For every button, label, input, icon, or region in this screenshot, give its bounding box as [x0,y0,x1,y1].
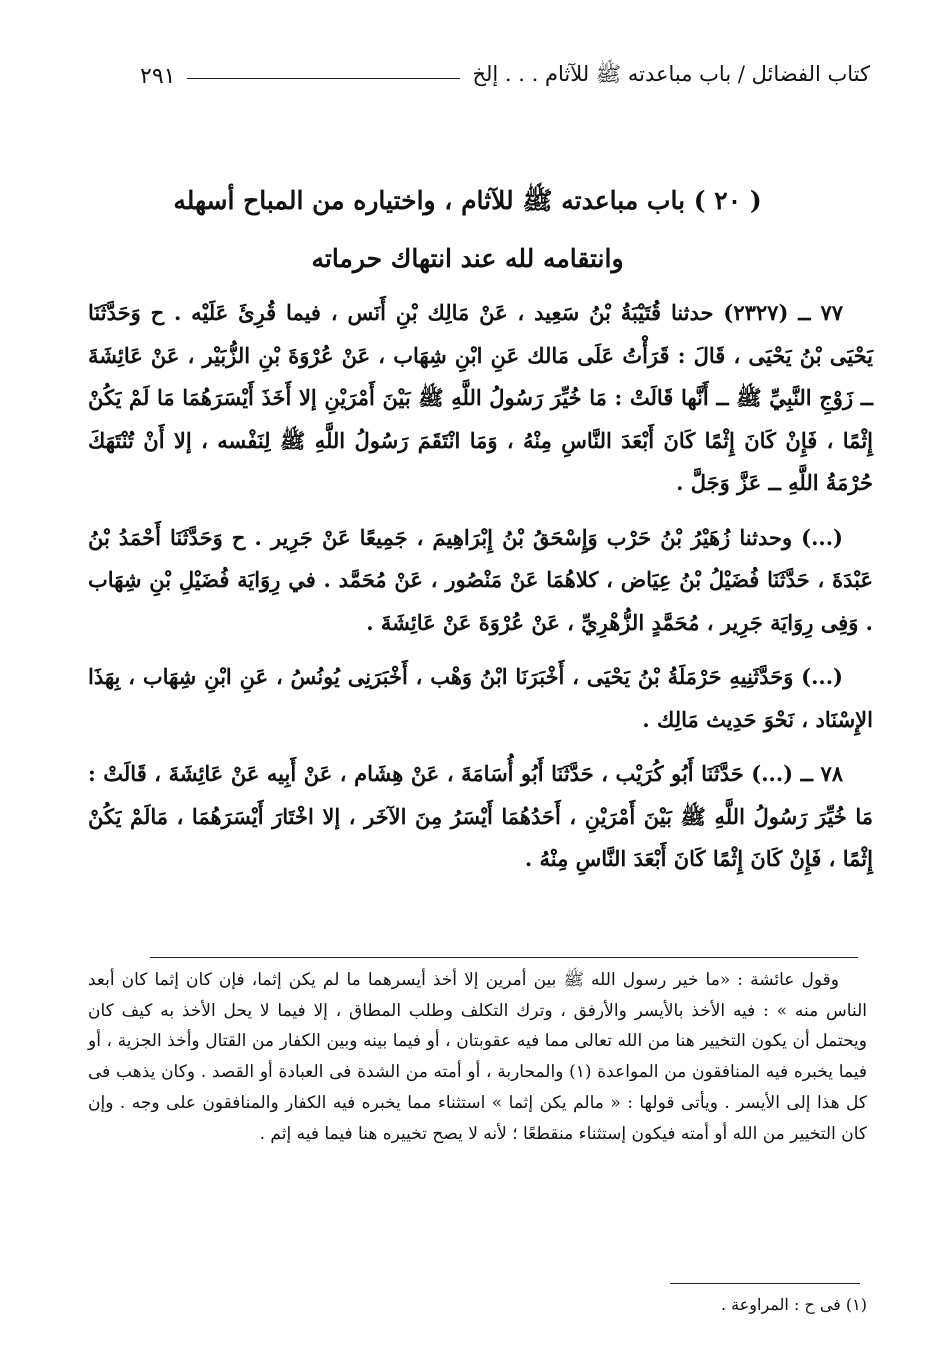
header-rule [187,78,460,79]
page-number: ٢٩١ [140,63,176,89]
chapter-heading [80,172,855,288]
hadith-paragraph-78: ٧٨ ــ (...) حَدَّثَنَا أَبُو كُرَيْب ، حَدَّثَنَا أَبُو أُسَامَةَ ، عَنْ هِشَام ، عَنْ أَبِيه عَنْ عَائِشَةَ ، قَالَتْ : مَا خُيِّرَ رَسُولُ اللَّهِ ﷺ بَيْنَ أَمْرَيْنِ ، أَحَدُهُمَا أَيْسَرُ مِنَ الآخَر ، إلا اخْتَارَ أَيْسَرَهُمَا ، مَالَمْ يَكُنْ إِثْمًا ، فَإِنْ كَانَ إِثْمًا كَانَ أَبْعَدَ النَّاسِ مِنْهُ . [88,761,873,871]
hadith-paragraph-77: ٧٧ ــ (٢٣٢٧) حدثنا قُتَيْبَةُ بْنُ سَعِيد ، عَنْ مَالِك بْنِ أَنَس ، فيما قُرِئَ عَلَيْه . ح وَحَدَّثَنَا يَحْيَى بْنُ يَحْيَى ، قَالَ : قَرَأْتُ عَلَى مَالك عَنِ ابْنِ شِهَاب ، عَنْ عُرْوَةَ بْنِ الزُّبَيْر ، عَنْ عَائِشَةَ ــ زَوْجِ النَّبِيِّ ﷺ ــ أَنَّها قَالَتْ : مَا خُيِّرَ رَسُولُ اللَّهِ ﷺ بَيْنَ أَمْرَيْنِ إلا أَخَذَ أَيْسَرَهُمَا مَا لَمْ يَكُنْ إِثْمًا ، فَإِنْ كَانَ إِثْمًا كَانَ أَبْعَدَ النَّاسِ مِنْهُ ، وَمَا انْتَقَمَ رَسُولُ اللَّهِ ﷺ لِنَفْسه ، إلا أَنْ تُنْتَهَكَ حُرْمَةُ اللَّهِ ــ عَزَّ وَجَلَّ . [88,300,873,495]
commentary-divider [150,957,858,958]
hadith-text [88,292,873,893]
hadith-paragraph-jarir: (...) وحدثنا زُهَيْرُ بْنُ حَرْب وَإِسْحَقُ بْنُ إِبْرَاهِيمَ ، جَمِيعًا عَنْ جَرِير . ح وَحَدَّثَنَا أَحْمَدُ بْنُ عَبْدَةَ ، حَدَّثَنَا فُضَيْلُ بْنُ عِيَاض ، كلاهُمَا عَنْ مَنْصُور ، عَنْ مُحَمَّد . في رِوَايَة فُضَيْلِ بْنِ شِهَاب . وَفِى رِوَايَة جَرِير ، مُحَمَّدٍ الزُّهْرِيِّ ، عَنْ عُرْوَةَ عَنْ عَائِشَةَ . [88,524,873,635]
commentary-paragraph: وقول عائشة : «ما خير رسول الله ﷺ بين أمرين إلا أخذ أيسرهما ما لم يكن إثما، فإن كان إثما كان أبعد الناس منه » : فيه الأخذ بالأيسر والأرفق ، وترك التكلف وطلب المطاق ، إلا فيما لا يحل الأخذ به كيف كان ويحتمل أن يكون التخيير هنا من الله تعالى مما فيه عقوبتان ، أو فيما بينه وبين الكفار من القتال وأخذ الجزية ، أو فيما يخبره فيه المنافقون من المواعدة (١) والمحاربة ، أو أمته من الشدة فى العبادة أو القصد . وكان يذهب فى كل هذا إلى الأيسر . ويأتى قولها : « مالم يكن إثما » استثناء مما يخبره فيه الكفار والمنافقون على وجه . وإن كان التخيير من الله أو أمته فيكون إستثناء منقطعًا ؛ لأنه لا يصح تخييره هنا فيما فيه إثم . [88,970,867,1144]
running-title: كتاب الفضائل / باب مباعدته ﷺ للآثام . . . إلخ [472,61,870,86]
running-header [140,58,870,94]
hadith-paragraph-harmala: (...) وَحَدَّثَنِيهِ حَرْمَلَةُ بْنُ يَحْيَى ، أَخْبَرَنَا ابْنُ وَهْب ، أَخْبَرَنِى يُونُسُ ، عَنِ ابْنِ شِهَاب ، بِهَذَا الإِسْنَاد ، نَحْوَ حَدِيث مَالِك . [88,664,873,732]
chapter-heading-line-1: ( ٢٠ ) باب مباعدته ﷺ للآثام ، واختياره من المباح أسهله [173,186,762,215]
chapter-heading-line-2: وانتقامه لله عند انتهاك حرماته [311,244,624,273]
commentary [88,965,867,1149]
footnote: (١) فى ح : المراوعة . [721,1295,867,1314]
footnote-divider [670,1283,860,1284]
